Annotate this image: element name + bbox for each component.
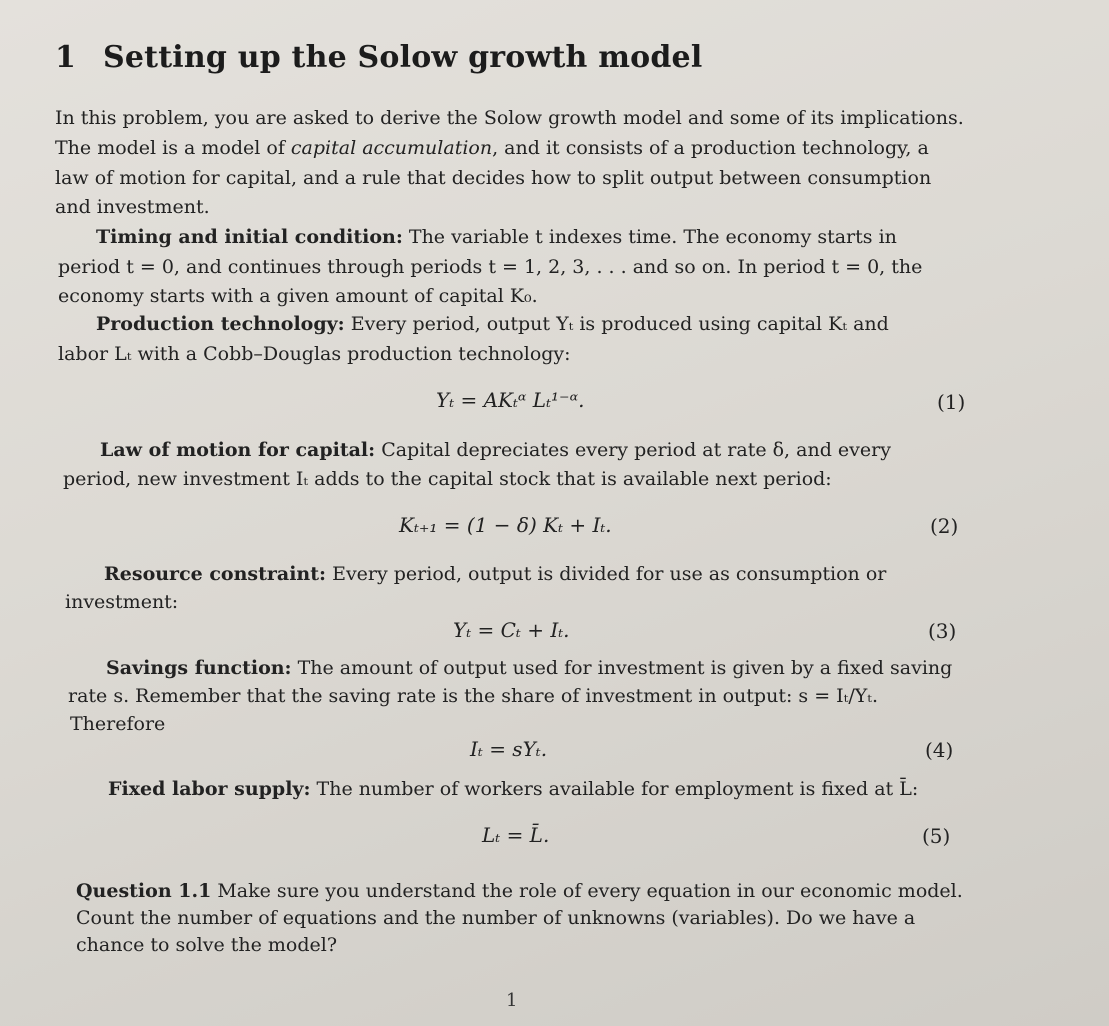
resource-label: Resource constraint: bbox=[104, 563, 327, 585]
resource-line-2: investment: bbox=[65, 591, 179, 613]
emphasis-capital-accumulation: capital accumulation bbox=[290, 137, 493, 159]
intro-line-4: and investment. bbox=[55, 196, 210, 218]
intro-line-2: The model is a model of capital accumulation, and it consists of a production technology, a bbox=[55, 137, 929, 159]
question-line-1: Question 1.1 Make sure you understand the role of every equation in our economic model. bbox=[76, 880, 963, 902]
timing-line-2: period t = 0, and continues through periods t = 1, 2, 3, . . . and so on. In period t = 0, the bbox=[58, 256, 923, 278]
equation-number-2: (2) bbox=[930, 514, 959, 538]
page-number: 1 bbox=[506, 990, 518, 1011]
production-line-2: labor Lₜ with a Cobb–Douglas production technology: bbox=[58, 343, 571, 365]
equation-number-5: (5) bbox=[922, 824, 951, 848]
equation-1: Yₜ = AKₜᵅ Lₜ¹⁻ᵅ. bbox=[436, 388, 585, 412]
equation-number-4: (4) bbox=[925, 738, 954, 762]
law-label: Law of motion for capital: bbox=[100, 439, 376, 461]
timing-line-3: economy starts with a given amount of capital K₀. bbox=[58, 285, 538, 307]
equation-number-1: (1) bbox=[937, 390, 966, 414]
section-title: Setting up the Solow growth model bbox=[103, 40, 703, 75]
equation-2: Kₜ₊₁ = (1 − δ) Kₜ + Iₜ. bbox=[399, 513, 612, 537]
labor-line-1: Fixed labor supply: The number of workers available for employment is fixed at L̄: bbox=[108, 778, 919, 800]
production-label: Production technology: bbox=[96, 313, 345, 335]
savings-line-3: Therefore bbox=[70, 713, 166, 735]
savings-label: Savings function: bbox=[106, 657, 292, 679]
timing-line-1: Timing and initial condition: The variable t indexes time. The economy starts in bbox=[96, 226, 897, 248]
question-line-3: chance to solve the model? bbox=[76, 934, 338, 956]
timing-label: Timing and initial condition: bbox=[96, 226, 403, 248]
production-line-1: Production technology: Every period, output Yₜ is produced using capital Kₜ and bbox=[96, 313, 889, 335]
question-line-2: Count the number of equations and the number of unknowns (variables). Do we have a bbox=[76, 907, 916, 929]
law-line-1: Law of motion for capital: Capital depreciates every period at rate δ, and every bbox=[100, 439, 891, 461]
section-number: 1 bbox=[55, 40, 77, 75]
resource-line-1: Resource constraint: Every period, output is divided for use as consumption or bbox=[104, 563, 887, 585]
savings-line-1: Savings function: The amount of output used for investment is given by a fixed saving bbox=[106, 657, 953, 679]
equation-number-3: (3) bbox=[928, 619, 957, 643]
equation-5: Lₜ = L̄. bbox=[482, 823, 550, 847]
savings-line-2: rate s. Remember that the saving rate is the share of investment in output: s = Iₜ/Yₜ. bbox=[68, 685, 879, 707]
intro-line-3: law of motion for capital, and a rule that decides how to split output between consumption bbox=[55, 167, 932, 189]
intro-line-1: In this problem, you are asked to derive the Solow growth model and some of its implications. bbox=[55, 107, 964, 129]
section-heading bbox=[55, 40, 702, 75]
equation-3: Yₜ = Cₜ + Iₜ. bbox=[453, 618, 570, 642]
question-label: Question 1.1 bbox=[76, 880, 212, 902]
law-line-2: period, new investment Iₜ adds to the capital stock that is available next period: bbox=[63, 468, 832, 490]
labor-label: Fixed labor supply: bbox=[108, 778, 311, 800]
equation-4: Iₜ = sYₜ. bbox=[470, 737, 548, 761]
